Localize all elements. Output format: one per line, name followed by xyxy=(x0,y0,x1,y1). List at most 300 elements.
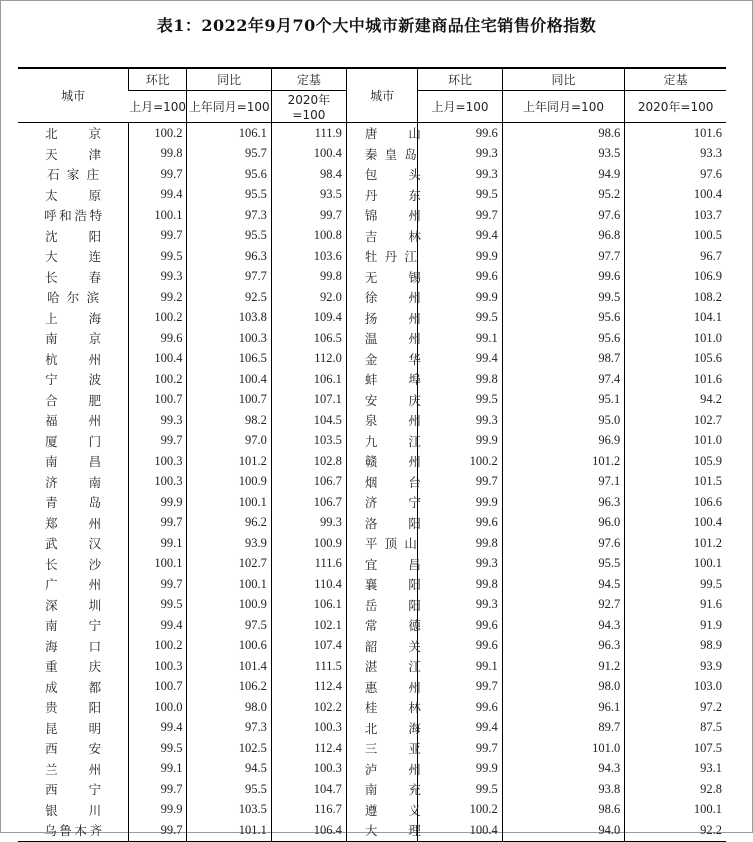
mom-cell-right: 99.8 xyxy=(418,369,502,390)
yoy-cell-right: 95.2 xyxy=(502,185,625,206)
city-cell-right xyxy=(346,451,421,472)
city-cell-right xyxy=(346,308,421,329)
city-cell xyxy=(18,369,129,390)
city-cell xyxy=(18,287,129,308)
yoy-cell: 93.9 xyxy=(187,533,271,554)
city-cell-right xyxy=(346,164,421,185)
city-name: 银川 xyxy=(45,802,102,818)
city-name: 呼和浩特 xyxy=(44,208,103,224)
mom-cell-right: 99.4 xyxy=(418,349,502,370)
table-row xyxy=(18,533,726,554)
header-yoy-base-right: 上年同月=100 xyxy=(502,91,625,123)
city-cell-right xyxy=(346,718,421,739)
city-name: 郑州 xyxy=(45,515,102,531)
header-mom-right: 环比 xyxy=(418,68,502,91)
fixed-base-cell-right: 104.1 xyxy=(625,308,726,329)
mom-cell-right: 99.5 xyxy=(418,308,502,329)
city-name: 南昌 xyxy=(45,454,102,470)
yoy-cell: 100.1 xyxy=(187,492,271,513)
city-name: 泸州 xyxy=(364,761,421,777)
city-name: 南宁 xyxy=(45,618,102,634)
city-name: 平顶山 xyxy=(364,536,417,552)
mom-cell: 99.3 xyxy=(129,410,187,431)
city-cell-right xyxy=(346,759,421,780)
city-name: 牡丹江 xyxy=(364,249,417,265)
city-name: 沈阳 xyxy=(45,228,102,244)
mom-cell: 99.7 xyxy=(129,431,187,452)
fixed-base-cell-right: 91.9 xyxy=(625,615,726,636)
city-cell xyxy=(18,308,129,329)
table-row xyxy=(18,123,726,144)
yoy-cell-right: 96.3 xyxy=(502,492,625,513)
city-name: 南京 xyxy=(45,331,102,347)
city-cell-right xyxy=(346,492,421,513)
mom-cell: 99.8 xyxy=(129,144,187,165)
city-cell-right xyxy=(346,328,421,349)
mom-cell: 99.7 xyxy=(129,513,187,534)
mom-cell-right: 99.3 xyxy=(418,144,502,165)
fixed-base-cell: 100.9 xyxy=(271,533,346,554)
city-cell xyxy=(18,410,129,431)
fixed-base-cell-right: 93.9 xyxy=(625,656,726,677)
city-name: 长春 xyxy=(45,269,102,285)
mom-cell-right: 100.2 xyxy=(418,451,502,472)
header-fixed-base-right: 2020年=100 xyxy=(625,91,726,123)
city-cell-right xyxy=(346,267,421,288)
fixed-base-cell: 112.0 xyxy=(271,349,346,370)
fixed-base-cell: 107.1 xyxy=(271,390,346,411)
city-cell-right xyxy=(346,246,417,267)
city-cell xyxy=(18,164,129,185)
mom-cell: 100.3 xyxy=(129,656,187,677)
fixed-base-cell: 110.4 xyxy=(271,574,346,595)
city-name: 惠州 xyxy=(364,679,421,695)
yoy-cell: 101.4 xyxy=(187,656,271,677)
yoy-cell: 106.1 xyxy=(187,123,271,144)
table-row xyxy=(18,164,726,185)
mom-cell: 99.4 xyxy=(129,185,187,206)
city-cell-right xyxy=(346,205,421,226)
city-cell-right xyxy=(346,574,421,595)
mom-cell-right: 99.3 xyxy=(418,595,502,616)
yoy-cell-right: 94.9 xyxy=(502,164,625,185)
city-cell-right xyxy=(346,185,421,206)
city-name: 秦皇岛 xyxy=(364,146,417,162)
table-row xyxy=(18,267,726,288)
city-name: 长沙 xyxy=(45,556,102,572)
city-cell-right xyxy=(346,349,421,370)
yoy-cell: 106.2 xyxy=(187,677,271,698)
yoy-cell: 102.7 xyxy=(187,554,271,575)
yoy-cell-right: 99.5 xyxy=(502,287,625,308)
table-row xyxy=(18,144,726,165)
mom-cell-right: 99.9 xyxy=(418,287,502,308)
fixed-base-cell: 116.7 xyxy=(271,800,346,821)
mom-cell: 100.3 xyxy=(129,472,187,493)
table-row xyxy=(18,185,726,206)
city-cell xyxy=(18,574,129,595)
fixed-base-cell: 92.0 xyxy=(271,287,346,308)
yoy-cell-right: 97.1 xyxy=(502,472,625,493)
fixed-base-cell: 106.7 xyxy=(271,472,346,493)
fixed-base-cell-right: 101.6 xyxy=(625,123,726,144)
yoy-cell-right: 97.6 xyxy=(502,205,625,226)
city-name: 北海 xyxy=(364,720,421,736)
city-cell-right xyxy=(346,677,421,698)
yoy-cell: 96.3 xyxy=(187,246,271,267)
city-name: 金华 xyxy=(364,351,421,367)
yoy-cell-right: 101.0 xyxy=(502,738,625,759)
yoy-cell: 100.1 xyxy=(187,574,271,595)
mom-cell-right: 100.4 xyxy=(418,820,502,841)
yoy-cell-right: 91.2 xyxy=(502,656,625,677)
yoy-cell-right: 98.7 xyxy=(502,349,625,370)
mom-cell-right: 99.6 xyxy=(418,267,502,288)
table-row xyxy=(18,615,726,636)
yoy-cell-right: 96.0 xyxy=(502,513,625,534)
yoy-cell: 98.2 xyxy=(187,410,271,431)
city-name: 济宁 xyxy=(364,495,421,511)
city-cell xyxy=(18,492,129,513)
city-cell xyxy=(18,636,129,657)
mom-cell-right: 99.7 xyxy=(418,677,502,698)
fixed-base-cell: 107.4 xyxy=(271,636,346,657)
yoy-cell: 95.7 xyxy=(187,144,271,165)
city-cell xyxy=(18,205,129,226)
fixed-base-cell-right: 106.9 xyxy=(625,267,726,288)
mom-cell: 100.3 xyxy=(129,451,187,472)
city-name: 福州 xyxy=(45,413,102,429)
city-name: 常德 xyxy=(364,618,421,634)
fixed-base-cell: 99.7 xyxy=(271,205,346,226)
table-row xyxy=(18,205,726,226)
mom-cell-right: 99.1 xyxy=(418,328,502,349)
yoy-cell-right: 97.6 xyxy=(502,533,625,554)
fixed-base-cell-right: 101.5 xyxy=(625,472,726,493)
yoy-cell: 106.5 xyxy=(187,349,271,370)
table-row xyxy=(18,779,726,800)
yoy-cell: 100.6 xyxy=(187,636,271,657)
yoy-cell-right: 97.7 xyxy=(502,246,625,267)
fixed-base-cell-right: 91.6 xyxy=(625,595,726,616)
city-cell-right xyxy=(346,226,421,247)
table-row xyxy=(18,492,726,513)
fixed-base-cell: 99.8 xyxy=(271,267,346,288)
mom-cell-right: 99.6 xyxy=(418,123,502,144)
table-row xyxy=(18,718,726,739)
header-fixed: 定基 xyxy=(271,68,346,91)
mom-cell-right: 99.6 xyxy=(418,513,502,534)
fixed-base-cell: 103.6 xyxy=(271,246,346,267)
city-name: 西安 xyxy=(45,741,102,757)
mom-cell: 100.2 xyxy=(129,369,187,390)
mom-cell: 99.6 xyxy=(129,328,187,349)
city-cell-right xyxy=(346,554,421,575)
city-cell xyxy=(18,779,129,800)
fixed-base-cell-right: 108.2 xyxy=(625,287,726,308)
header-yoy-base: 上年同月=100 xyxy=(187,91,271,123)
city-name: 吉林 xyxy=(364,228,421,244)
fixed-base-cell-right: 92.2 xyxy=(625,820,726,841)
city-name: 湛江 xyxy=(364,659,421,675)
fixed-base-cell-right: 101.0 xyxy=(625,328,726,349)
mom-cell: 100.7 xyxy=(129,390,187,411)
city-name: 广州 xyxy=(45,577,102,593)
yoy-cell-right: 93.8 xyxy=(502,779,625,800)
yoy-cell-right: 98.6 xyxy=(502,123,625,144)
table-row xyxy=(18,349,726,370)
table-row xyxy=(18,308,726,329)
yoy-cell-right: 95.6 xyxy=(502,308,625,329)
city-name: 扬州 xyxy=(364,310,421,326)
fixed-base-cell-right: 94.2 xyxy=(625,390,726,411)
fixed-base-cell-right: 106.6 xyxy=(625,492,726,513)
yoy-cell: 97.3 xyxy=(187,205,271,226)
fixed-base-cell: 112.4 xyxy=(271,738,346,759)
city-name: 徐州 xyxy=(364,290,421,306)
city-cell xyxy=(18,533,129,554)
fixed-base-cell: 109.4 xyxy=(271,308,346,329)
mom-cell-right: 99.6 xyxy=(418,636,502,657)
table-row xyxy=(18,677,726,698)
city-cell-right xyxy=(346,390,421,411)
header-yoy-right: 同比 xyxy=(502,68,625,91)
mom-cell: 100.4 xyxy=(129,349,187,370)
city-cell-right xyxy=(346,697,421,718)
fixed-base-cell: 104.7 xyxy=(271,779,346,800)
yoy-cell: 100.4 xyxy=(187,369,271,390)
table-row xyxy=(18,451,726,472)
fixed-base-cell: 111.6 xyxy=(271,554,346,575)
fixed-base-cell-right: 97.2 xyxy=(625,697,726,718)
city-name: 三亚 xyxy=(364,741,421,757)
yoy-cell: 101.2 xyxy=(187,451,271,472)
city-cell-right xyxy=(346,738,421,759)
mom-cell: 100.2 xyxy=(129,636,187,657)
mom-cell: 99.7 xyxy=(129,820,187,841)
fixed-base-cell-right: 100.4 xyxy=(625,513,726,534)
header-mom: 环比 xyxy=(129,68,187,91)
mom-cell: 99.1 xyxy=(129,533,187,554)
mom-cell-right: 99.8 xyxy=(418,574,502,595)
city-cell-right xyxy=(346,513,421,534)
fixed-base-cell: 102.2 xyxy=(271,697,346,718)
mom-cell-right: 99.6 xyxy=(418,615,502,636)
mom-cell-right: 99.9 xyxy=(418,759,502,780)
city-cell-right xyxy=(346,431,421,452)
yoy-cell-right: 95.6 xyxy=(502,328,625,349)
city-cell xyxy=(18,677,129,698)
fixed-base-cell: 100.8 xyxy=(271,226,346,247)
mom-cell: 99.5 xyxy=(129,246,187,267)
table-row xyxy=(18,820,726,841)
city-cell xyxy=(18,144,129,165)
city-cell-right xyxy=(346,656,421,677)
table-row xyxy=(18,431,726,452)
city-cell-right xyxy=(346,800,421,821)
yoy-cell-right: 98.0 xyxy=(502,677,625,698)
mom-cell-right: 99.4 xyxy=(418,226,502,247)
city-name: 丹东 xyxy=(364,187,421,203)
yoy-cell-right: 95.0 xyxy=(502,410,625,431)
city-name: 贵阳 xyxy=(45,700,102,716)
table-row xyxy=(18,697,726,718)
fixed-base-cell-right: 103.0 xyxy=(625,677,726,698)
city-cell-right xyxy=(346,410,421,431)
fixed-base-cell-right: 92.8 xyxy=(625,779,726,800)
fixed-base-cell: 100.4 xyxy=(271,144,346,165)
fixed-base-cell-right: 93.1 xyxy=(625,759,726,780)
city-name: 南充 xyxy=(364,782,421,798)
city-name: 唐山 xyxy=(364,126,421,142)
fixed-base-cell-right: 105.9 xyxy=(625,451,726,472)
mom-cell-right: 99.5 xyxy=(418,185,502,206)
mom-cell: 99.4 xyxy=(129,615,187,636)
city-cell xyxy=(18,820,129,841)
fixed-base-cell: 99.3 xyxy=(271,513,346,534)
yoy-cell: 97.0 xyxy=(187,431,271,452)
mom-cell-right: 99.7 xyxy=(418,738,502,759)
city-cell-right xyxy=(346,472,421,493)
yoy-cell: 97.5 xyxy=(187,615,271,636)
yoy-cell: 100.7 xyxy=(187,390,271,411)
fixed-base-cell-right: 103.7 xyxy=(625,205,726,226)
fixed-base-cell: 111.5 xyxy=(271,656,346,677)
table-row xyxy=(18,636,726,657)
city-name: 包头 xyxy=(364,167,421,183)
table-row xyxy=(18,369,726,390)
table-body xyxy=(18,123,726,842)
fixed-base-cell-right: 101.2 xyxy=(625,533,726,554)
price-index-table xyxy=(18,67,726,842)
yoy-cell: 102.5 xyxy=(187,738,271,759)
mom-cell: 100.1 xyxy=(129,554,187,575)
fixed-base-cell-right: 100.1 xyxy=(625,554,726,575)
city-cell xyxy=(18,656,129,677)
city-name: 昆明 xyxy=(45,720,102,736)
city-name: 兰州 xyxy=(45,761,102,777)
fixed-base-cell: 93.5 xyxy=(271,185,346,206)
mom-cell: 99.7 xyxy=(129,226,187,247)
city-name: 西宁 xyxy=(45,782,102,798)
city-cell xyxy=(18,390,129,411)
city-name: 上海 xyxy=(45,310,102,326)
city-cell-right xyxy=(346,123,421,144)
yoy-cell-right: 95.5 xyxy=(502,554,625,575)
table-row xyxy=(18,410,726,431)
mom-cell: 100.7 xyxy=(129,677,187,698)
yoy-cell: 101.1 xyxy=(187,820,271,841)
header-city-right: 城市 xyxy=(346,68,417,123)
city-name: 温州 xyxy=(364,331,421,347)
city-name: 厦门 xyxy=(45,433,102,449)
city-cell xyxy=(18,718,129,739)
fixed-base-cell-right: 107.5 xyxy=(625,738,726,759)
header-fixed-right: 定基 xyxy=(625,68,726,91)
yoy-cell: 95.5 xyxy=(187,226,271,247)
fixed-base-cell: 102.1 xyxy=(271,615,346,636)
fixed-base-cell-right: 98.9 xyxy=(625,636,726,657)
table-row xyxy=(18,287,726,308)
city-name: 桂林 xyxy=(364,700,421,716)
fixed-base-cell-right: 101.0 xyxy=(625,431,726,452)
fixed-base-cell-right: 96.7 xyxy=(625,246,726,267)
city-name: 韶关 xyxy=(364,638,421,654)
fixed-base-cell-right: 102.7 xyxy=(625,410,726,431)
mom-cell-right: 99.5 xyxy=(418,390,502,411)
city-name: 合肥 xyxy=(45,392,102,408)
city-name: 太原 xyxy=(45,187,102,203)
table-row xyxy=(18,759,726,780)
fixed-base-cell: 106.1 xyxy=(271,595,346,616)
city-name: 蚌埠 xyxy=(364,372,421,388)
fixed-base-cell: 102.8 xyxy=(271,451,346,472)
table-title: 表1：2022年9月70个大中城市新建商品住宅销售价格指数 xyxy=(156,16,597,35)
table-row xyxy=(18,513,726,534)
yoy-cell-right: 96.9 xyxy=(502,431,625,452)
city-cell-right xyxy=(346,820,421,841)
mom-cell: 99.2 xyxy=(129,287,187,308)
yoy-cell: 94.5 xyxy=(187,759,271,780)
city-cell xyxy=(18,472,129,493)
city-name: 深圳 xyxy=(45,597,102,613)
yoy-cell: 98.0 xyxy=(187,697,271,718)
fixed-base-cell: 106.1 xyxy=(271,369,346,390)
city-cell xyxy=(18,123,129,144)
yoy-cell-right: 95.1 xyxy=(502,390,625,411)
city-name: 北京 xyxy=(45,126,102,142)
yoy-cell-right: 92.7 xyxy=(502,595,625,616)
city-name: 洛阳 xyxy=(364,515,421,531)
mom-cell-right: 99.3 xyxy=(418,164,502,185)
mom-cell: 99.7 xyxy=(129,164,187,185)
city-name: 遵义 xyxy=(364,802,421,818)
header-fixed-base: 2020年=100 xyxy=(271,91,346,123)
fixed-base-cell-right: 87.5 xyxy=(625,718,726,739)
yoy-cell: 96.2 xyxy=(187,513,271,534)
city-name: 大理 xyxy=(364,823,421,839)
city-cell-right xyxy=(346,595,421,616)
table-row xyxy=(18,472,726,493)
city-name: 锦州 xyxy=(364,208,421,224)
city-cell-right xyxy=(346,615,421,636)
yoy-cell-right: 99.6 xyxy=(502,267,625,288)
yoy-cell-right: 101.2 xyxy=(502,451,625,472)
fixed-base-cell: 112.4 xyxy=(271,677,346,698)
mom-cell-right: 99.9 xyxy=(418,492,502,513)
city-name: 烟台 xyxy=(364,474,421,490)
city-cell-right xyxy=(346,779,421,800)
city-name: 哈尔滨 xyxy=(47,290,100,306)
yoy-cell: 95.5 xyxy=(187,185,271,206)
city-name: 杭州 xyxy=(45,351,102,367)
yoy-cell-right: 97.4 xyxy=(502,369,625,390)
mom-cell: 99.7 xyxy=(129,779,187,800)
city-name: 安庆 xyxy=(364,392,421,408)
city-name: 青岛 xyxy=(45,495,102,511)
yoy-cell-right: 94.3 xyxy=(502,759,625,780)
city-name: 襄阳 xyxy=(364,577,421,593)
mom-cell-right: 99.6 xyxy=(418,697,502,718)
fixed-base-cell-right: 99.5 xyxy=(625,574,726,595)
fixed-base-cell: 100.3 xyxy=(271,718,346,739)
fixed-base-cell-right: 105.6 xyxy=(625,349,726,370)
city-cell xyxy=(18,800,129,821)
mom-cell-right: 99.9 xyxy=(418,246,502,267)
mom-cell: 99.4 xyxy=(129,718,187,739)
yoy-cell-right: 94.5 xyxy=(502,574,625,595)
city-name: 济南 xyxy=(45,474,102,490)
